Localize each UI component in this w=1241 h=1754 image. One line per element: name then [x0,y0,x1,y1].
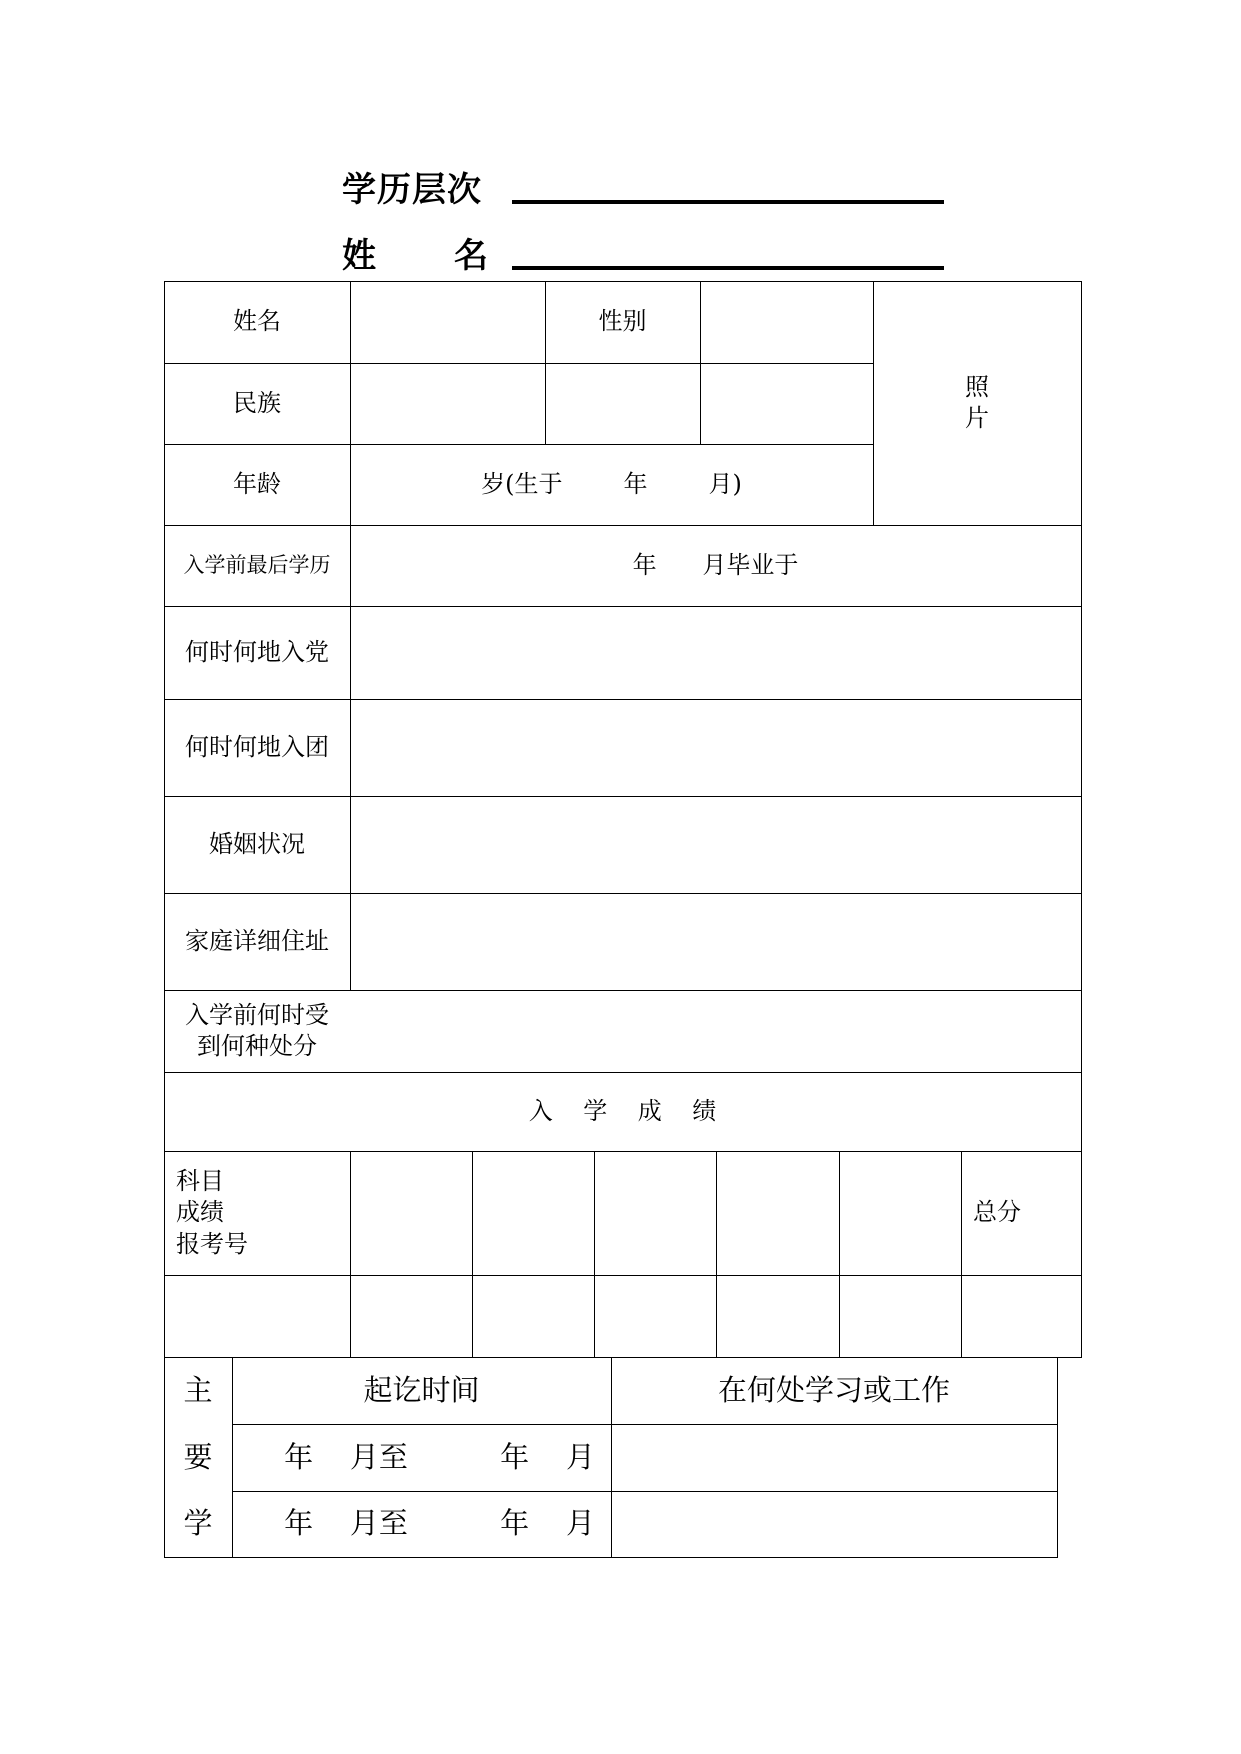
ethnicity-label: 民族 [233,388,281,417]
league-join-field[interactable] [351,700,1081,796]
penalty-label-line1: 入学前何时受 [185,1000,329,1029]
history-period-field[interactable]: 年 月至 年 月 [284,1506,595,1541]
prior-education-label: 入学前最后学历 [183,552,331,577]
party-join-field[interactable] [351,607,1081,699]
blank-cell[interactable] [546,364,700,444]
score-label: 成绩 [176,1198,224,1227]
score-cell[interactable] [473,1276,594,1357]
penalty-field[interactable] [351,991,1081,1072]
photo-label-line2: 片 [965,404,989,432]
home-address-label: 家庭详细住址 [185,926,329,955]
subject-cell[interactable] [595,1152,716,1275]
home-address-field[interactable] [351,894,1081,990]
subject-cell[interactable] [717,1152,839,1275]
marital-status-label: 婚姻状况 [209,829,305,858]
name-label: 姓名 [233,307,281,336]
score-cell[interactable] [717,1276,839,1357]
exam-number-label: 报考号 [176,1229,248,1258]
name-input-cell[interactable] [351,282,545,363]
table-border-right-lower [1057,1357,1058,1558]
gender-input-cell[interactable] [701,282,873,363]
penalty-label [164,990,350,1072]
exam-number-cell[interactable] [165,1276,350,1357]
total-score-label: 总分 [973,1198,1021,1227]
total-score-cell[interactable] [962,1276,1081,1357]
score-cell[interactable] [351,1276,472,1357]
score-cell[interactable] [840,1276,961,1357]
ethnicity-input-cell[interactable] [351,364,545,444]
age-birth-field[interactable]: 岁(生于 年 月) [481,469,742,498]
history-place-field[interactable] [612,1492,1057,1557]
subject-label: 科目 [176,1167,224,1196]
history-side-label-2: 要 [183,1439,213,1474]
subject-cell[interactable] [840,1152,961,1275]
history-side-label-1: 主 [183,1372,213,1407]
place-column-header: 在何处学习或工作 [717,1372,950,1407]
league-join-label: 何时何地入团 [185,732,329,761]
period-column-header: 起讫时间 [363,1372,480,1407]
applicant-name-underline[interactable] [512,266,944,270]
subject-cell[interactable] [473,1152,594,1275]
photo-label-line1: 照 [965,372,989,401]
education-level-label: 学历层次 [342,170,482,210]
photo-box[interactable] [873,281,1081,525]
history-period-field[interactable]: 年 月至 年 月 [284,1439,595,1474]
penalty-label-line2: 到何种处分 [197,1032,317,1060]
age-label: 年龄 [233,469,281,498]
education-level-underline[interactable] [512,200,944,204]
gender-label: 性别 [598,307,647,336]
party-join-label: 何时何地入党 [185,637,329,666]
scores-header-cell [164,1151,350,1275]
prior-education-field[interactable]: 年 月毕业于 [632,550,799,579]
score-cell[interactable] [595,1276,716,1357]
entrance-scores-title: 入 学 成 绩 [528,1096,717,1125]
history-place-field[interactable] [612,1425,1057,1491]
blank-cell[interactable] [701,364,873,444]
subject-cell[interactable] [351,1152,472,1275]
history-side-label-3: 学 [183,1506,213,1541]
marital-status-field[interactable] [351,797,1081,893]
table-border-right [1081,281,1082,1358]
applicant-name-label: 姓 名 [342,236,490,276]
